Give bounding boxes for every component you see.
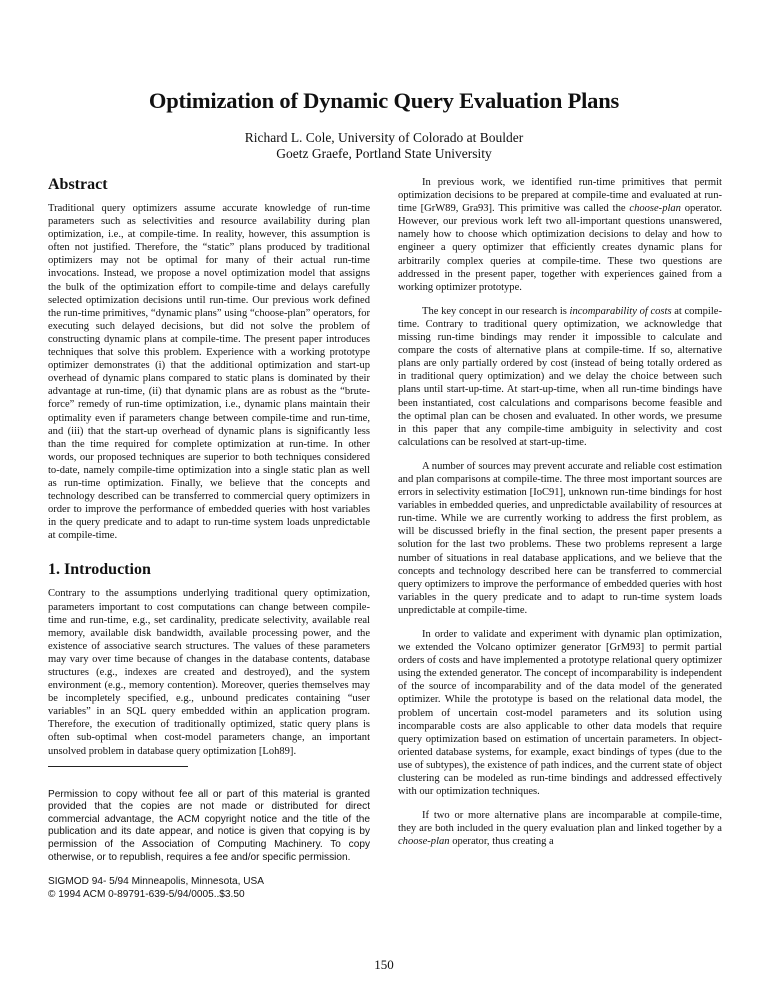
paragraph-text: operator, thus creating a xyxy=(449,836,554,848)
footnote-divider xyxy=(48,766,188,767)
paragraph-text: The key concept in our research is xyxy=(422,305,570,317)
author-line-1: Richard L. Cole, University of Colorado at Boulder xyxy=(244,130,524,145)
paragraph-text: operator. However, our previous work left two all-important questions unanswered, namely how to choose which optimization decisions to delay and how to engineer a query optimizer that efficiently creates dynamic plans for arbitrarily complex queries at compile-time. These two questions are addressed in the present paper, together with experiences gained from a working optimizer prototype. xyxy=(398,203,722,293)
abstract-heading: Abstract xyxy=(48,176,108,193)
paragraph-sources: A number of sources may prevent accurate and reliable cost estimation and plan comparisons at compile-time. The three most important sources are errors in selectivity estimation [IoC91], unknown run-time bindings for host variables in embedded queries, and unpredictable availability of resources at run-time. While we are currently working to address the first problem, as will be discussed briefly in the final section, the present paper presents a solution for the last two problems. These two problems represent a large number of situations in real database applications, and we believe that the concepts and technology described here can be transferred to commercial query optimizers to improve the performance of embedded queries with host variables in the query predicate and to adapt to run-time system loads unpredictable at compile-time. xyxy=(398,460,722,616)
conference-line: SIGMOD 94- 5/94 Minneapolis, Minnesota, USA xyxy=(48,876,264,888)
introduction-text: Contrary to the assumptions underlying traditional query optimization, parameters important to cost computations can change between compile-time and run-time, e.g., set cardinality, predicate selectivity, available real memory, available disk bandwidth, available processing power, and the existence of associative search structures. The values of these parameters may vary over time because of changes in the database contents, database structures (e.g., indexes are created and destroyed), and the system environment (e.g., memory contention). Moreover, queries themselves may be incompletely specified, e.g., unbound predicates containing “user variables” in an SQL query embedded within an application program. Therefore, the execution of traditionally optimized, static query plans is often sub-optimal when cost-model parameters change, an important unsolved problem in database query optimization [Loh89]. xyxy=(48,588,370,757)
paragraph-previous-work xyxy=(398,176,722,294)
emphasis-incomparability: incomparability of costs xyxy=(569,305,672,317)
left-column xyxy=(48,176,370,901)
copyright-line: © 1994 ACM 0-89791-639-5/94/0005..$3.50 xyxy=(48,888,245,900)
permission-notice: Permission to copy without fee all or part of this material is granted provided that the copies are not made or distributed for direct commercial advantage, the ACM copyright notice and the title of the publication and its date appear, and notice is given that copying is by permission of the Association of Computing Machinery. To copy otherwise, or to republish, requires a fee and/or specific permission. xyxy=(48,788,370,863)
emphasis-choose-plan: choose-plan xyxy=(629,203,681,215)
paragraph-text: If two or more alternative plans are incomparable at compile-time, they are both included in the query evaluation plan and linked together by a xyxy=(398,810,722,835)
paper-title: Optimization of Dynamic Query Evaluation Plans xyxy=(148,88,620,113)
paragraph-text: at compile-time. Contrary to traditional query optimization, we acknowledge that missing run-time bindings may render it impossible to calculate and compare the costs of alternative plans at compile-time. If so, alternative plans are only partially ordered by cost (instead of being totally ordered as in traditional query optimization) and we delay the choice between such plans until start-up-time. At start-up-time, when all run-time bindings have been instantiated, cost calculations and comparisons become feasible and the optimal plan can be chosen and evaluated. In other words, we presume in this paper that any compile-time ambiguity in selectivity and cost calculations can be resolved at start-up-time. xyxy=(398,305,722,448)
paragraph-alternative-plans xyxy=(398,809,722,848)
author-line-2: Goetz Graefe, Portland State University xyxy=(276,146,492,161)
conference-info xyxy=(48,876,370,901)
paragraph-text: In previous work, we identified run-time primitives that permit optimization decisions to be prepared at compile-time and evaluated at run-time [GrW89, Gra93]. This primitive was called the xyxy=(398,177,722,215)
paragraph-key-concept xyxy=(398,305,722,449)
right-column xyxy=(398,176,722,860)
emphasis-choose-plan: choose-plan xyxy=(398,836,450,848)
page-number: 150 xyxy=(374,957,394,972)
paragraph-volcano: In order to validate and experiment with dynamic plan optimization, we extended the Volcano optimizer generator [GrM93] to permit partial orders of costs and have implemented a prototype relational query optimizer using the extended generator. The concept of incomparability is independent of the source of incomparability and of the data model of the generated optimizer. While the prototype is based on the relational data model, the problem of uncertain cost-model parameters and its solution using incomparable costs are also applicable to other data models that require query optimization based on estimation of uncertain parameters. In object-oriented database systems, for example, exact bindings of types (due to the use of subtypes), the existence of path indices, and the current state of object clustering can be modeled as run-time bindings and addressed effectively with our optimization techniques. xyxy=(398,629,722,798)
introduction-heading: 1. Introduction xyxy=(48,561,151,579)
abstract-text: Traditional query optimizers assume accurate knowledge of run-time parameters such as selectivities and resource availability during plan optimization, i.e., at compile-time. In reality, however, this assumption is often not justified. Therefore, the “static” plans produced by traditional optimizers may not be optimal for many of their actual run-time invocations. Instead, we propose a novel optimization model that assigns the bulk of the optimization effort to compile-time and delays carefully selected optimization decisions until run-time. Our previous work defined the run-time primitives, “dynamic plans” using “choose-plan” operators, for executing such delayed decisions, but did not solve the problem of constructing dynamic plans at compile-time. The present paper introduces techniques that solve this problem. Experience with a working prototype optimizer demonstrates (i) that the additional optimization and start-up overhead of dynamic plans compared to static plans is dominated by their advantage at run-time, (ii) that dynamic plans are as robust as the “brute-force” remedy of run-time optimization, i.e., dynamic plans maintain their optimality even if parameters change between compile-time and run-time, and (iii) that the start-up overhead of dynamic plans is significantly less than the time required for complete optimization at run-time. In other words, our proposed techniques are superior to both techniques considered to-date, namely compile-time optimization into a single static plan as well as run-time optimization. Finally, we believe that the concepts and technology described can be transferred to commercial query optimizers in order to improve the performance of embedded queries with host variables in the query predicate and to adapt to run-time system loads unpredictable at compile-time. xyxy=(48,203,370,542)
